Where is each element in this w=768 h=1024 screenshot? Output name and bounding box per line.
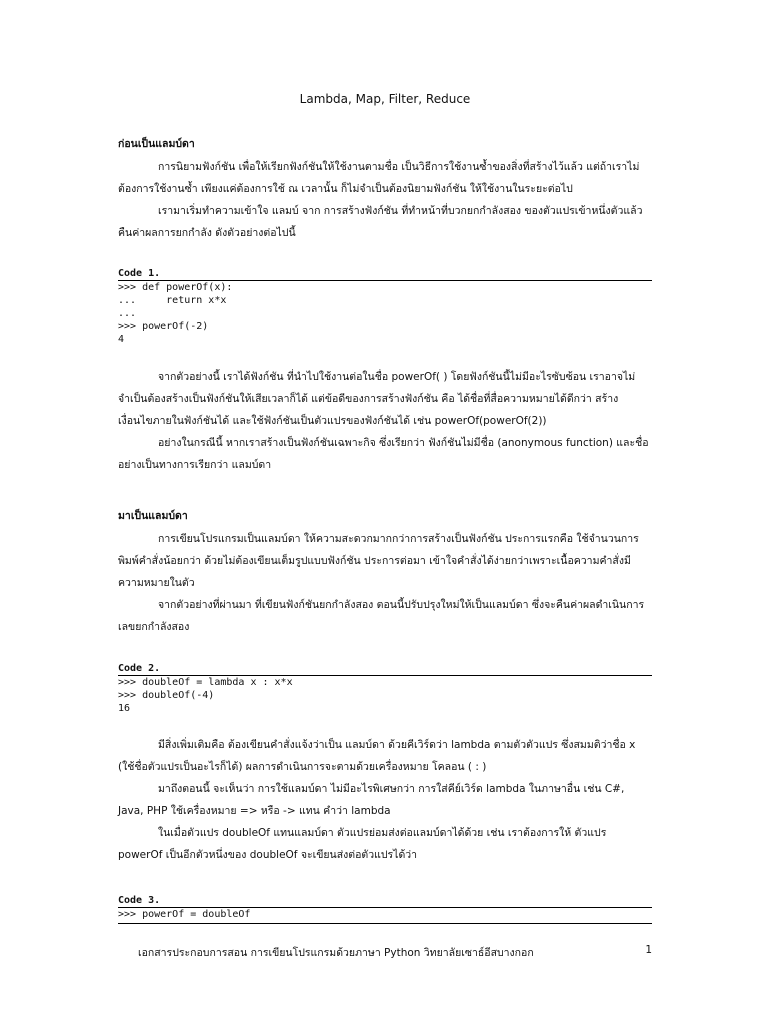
section-lambda <box>118 507 652 638</box>
paragraph: เรามาเริ่มทำความเข้าใจ แลมบ์ จาก การสร้างฟังก์ชัน ที่ทำหน้าที่บวกยกกำลังสอง ของตัวแปรเข้าหนึ่งตัวแล้วคืนค่าผลการยกกำลัง ดังตัวอย่างต่อไปนี้ <box>118 205 643 239</box>
explanation-code-2 <box>118 734 652 866</box>
code-block-2 <box>118 663 652 717</box>
paragraph: มาถึงตอนนี้ จะเห็นว่า การใช้แลมบ์ดา ไม่มีอะไรพิเศษกว่า การใส่คีย์เวิร์ด lambda ในภาษาอื่น เช่น C#, Java, PHP ใช้เครื่องหมาย => หรือ -> แทน คำว่า lambda <box>118 783 625 817</box>
code-label: Code 1. <box>118 268 652 281</box>
page-number: 1 <box>645 944 652 956</box>
code-label: Code 3. <box>118 895 652 908</box>
paragraph: การนิยามฟังก์ชัน เพื่อให้เรียกฟังก์ชันให้ใช้งานตามชื่อ เป็นวิธีการใช้งานซ้ำของสิ่งที่สร้างไว้แล้ว แต่ถ้าเราไม่ต้องการใช้งานซ้ำ เพียงแค่ต้องการใช้ ณ เวลานั้น ก็ไม่จำเป็นต้องนิยามฟังก์ชัน ให้ใช้งานในระยะต่อไป <box>118 161 640 195</box>
section-heading: มาเป็นแลมบ์ดา <box>118 510 188 522</box>
footer-text: เอกสารประกอบการสอน การเขียนโปรแกรมด้วยภาษา Python วิทยาลัยเซาธ์อีสบางกอก <box>138 947 534 959</box>
section-heading: ก่อนเป็นแลมบ์ดา <box>118 138 195 150</box>
code-block-3 <box>118 895 652 924</box>
paragraph: ในเมื่อตัวแปร doubleOf แทนแลมบ์ดา ตัวแปรย่อมส่งต่อแลมบ์ดาได้ด้วย เช่น เราต้องการให้ ตัวแปร powerOf เป็นอีกตัวหนึ่งของ doubleOf จะเขียนส่งต่อตัวแปรได้ว่า <box>118 827 607 861</box>
code-block-1 <box>118 268 652 348</box>
explanation-code-1 <box>118 366 652 476</box>
code-listing: >>> doubleOf = lambda x : x*x >>> doubleOf(-4) 16 <box>118 677 293 714</box>
paragraph: จากตัวอย่างนี้ เราได้ฟังก์ชัน ที่นำไปใช้งานต่อในชื่อ powerOf( ) โดยฟังก์ชันนี้ไม่มีอะไรซับซ้อน เราอาจไม่จำเป็นต้องสร้างเป็นฟังก์ชันให้เสียเวลาก็ได้ แต่ข้อดีของการสร้างฟังก์ชัน คือ ได้ชื่อที่สื่อความหมายได้ดีกว่า สร้างเงื่อนไขภายในฟังก์ชันได้ และใช้ฟังก์ชันเป็นตัวแปรของฟังก์ชันได้ เช่น powerOf(powerOf(2)) <box>118 371 636 427</box>
code-listing: >>> powerOf = doubleOf <box>118 908 652 924</box>
paragraph: การเขียนโปรแกรมเป็นแลมบ์ดา ให้ความสะดวกมากกว่าการสร้างเป็นฟังก์ชัน ประการแรกคือ ใช้จำนวนการพิมพ์คำสั่งน้อยกว่า ด้วยไม่ต้องเขียนเต็มรูปแบบฟังก์ชัน ประการต่อมา เข้าใจคำสั่งได้ง่ายกว่าเพราะเนื้อความคำสั่งมีความหมายในตัว <box>118 533 639 589</box>
page-footer <box>138 944 652 961</box>
document-page <box>118 0 652 1024</box>
code-label: Code 2. <box>118 663 652 676</box>
paragraph: อย่างในกรณีนี้ หากเราสร้างเป็นฟังก์ชันเฉพาะกิจ ซึ่งเรียกว่า ฟังก์ชันไม่มีชื่อ (anonymous function) และชื่ออย่างเป็นทางการเรียกว่า แลมบ์ดา <box>118 437 649 471</box>
code-listing: >>> def powerOf(x): ... return x*x ... >>> powerOf(-2) 4 <box>118 282 233 345</box>
section-before-lambda <box>118 135 652 244</box>
document-title: Lambda, Map, Filter, Reduce <box>299 92 471 106</box>
paragraph: จากตัวอย่างที่ผ่านมา ที่เขียนฟังก์ชันยกกำลังสอง ตอนนี้ปรับปรุงใหม่ให้เป็นแลมบ์ดา ซึ่งจะคืนค่าผลดำเนินการเลขยกกำลังสอง <box>118 599 645 633</box>
paragraph: มีสิ่งเพิ่มเติมคือ ต้องเขียนคำสั่งแจ้งว่าเป็น แลมบ์ดา ด้วยคีเวิร์ดว่า lambda ตามตัวตัวแปร ซึ่งสมมติว่าชื่อ x (ใช้ชื่อตัวแปรเป็นอะไรก็ได้) ผลการดำเนินการจะตามด้วยเครื่องหมาย โคลอน ( : ) <box>118 739 636 773</box>
